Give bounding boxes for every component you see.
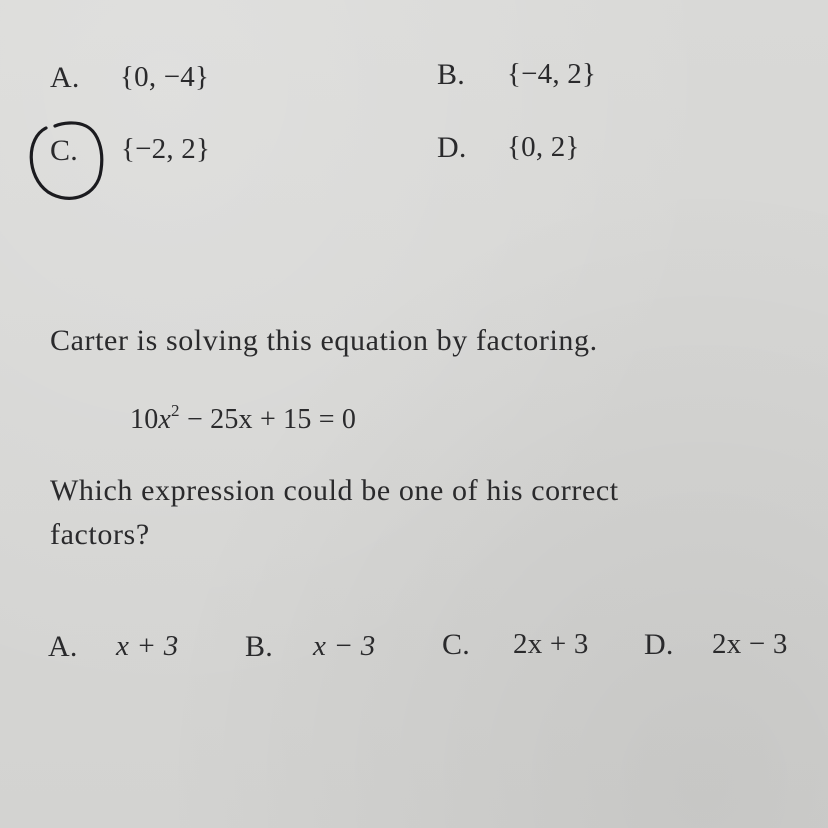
prev-option-a-value: {0, −4} [120,61,210,93]
equation-coefficient: 10 [130,404,159,435]
option-b-letter[interactable]: B. [245,630,273,663]
prev-option-b-letter[interactable]: B. [437,58,465,91]
prev-option-c-value: {−2, 2} [121,133,211,165]
question-prompt-line-1: Which expression could be one of his correct [50,474,619,507]
prev-option-c-letter[interactable]: C. [50,134,78,167]
prev-option-a-letter[interactable]: A. [50,61,80,94]
question-intro: Carter is solving this equation by factoring. [50,324,598,357]
equation [130,402,356,434]
equation-exponent: 2 [171,401,180,420]
circle-stroke [31,123,102,198]
option-d-value: 2x − 3 [712,628,788,660]
option-a-value: x + 3 [116,630,179,662]
option-b-value: x − 3 [313,630,376,662]
option-d-letter[interactable]: D. [644,628,674,661]
option-c-letter[interactable]: C. [442,628,470,661]
option-c-value: 2x + 3 [513,628,589,660]
prev-option-d-letter[interactable]: D. [437,131,467,164]
option-a-letter[interactable]: A. [48,630,78,663]
prev-option-b-value: {−4, 2} [507,58,597,90]
question-prompt-line-2: factors? [50,518,150,551]
equation-rest: − 25x + 15 = 0 [179,404,357,435]
equation-variable: x [158,404,172,435]
prev-option-d-value: {0, 2} [507,131,580,163]
